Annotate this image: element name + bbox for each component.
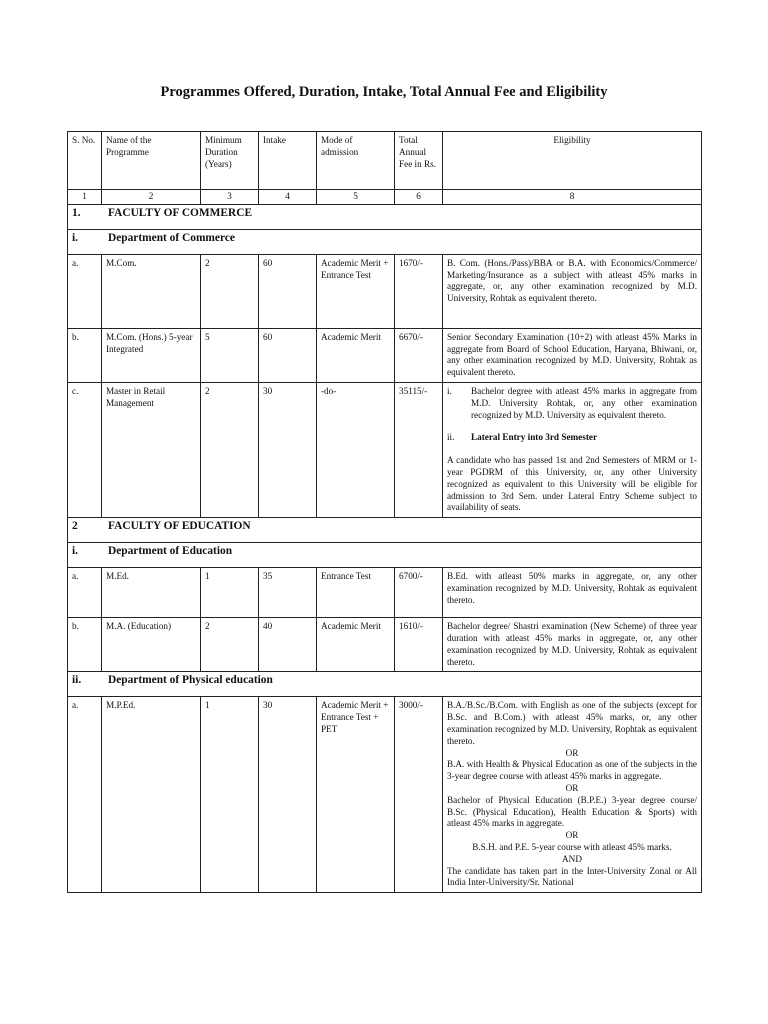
header-sno: S. No. (68, 132, 102, 190)
serial-number: c. (68, 382, 102, 517)
admission-mode: Academic Merit + Entrance Test (317, 254, 395, 328)
header-duration: Minimum Duration (Years) (201, 132, 259, 190)
header-eligibility: Eligibility (443, 132, 702, 190)
col-number: 4 (259, 190, 317, 205)
programme-name: M.P.Ed. (102, 697, 201, 893)
col-number: 3 (201, 190, 259, 205)
header-programme: Name of the Programme (102, 132, 201, 190)
or-separator: OR (565, 830, 579, 841)
faculty-name: FACULTY OF EDUCATION (108, 520, 251, 533)
header-intake: Intake (259, 132, 317, 190)
department-name: Department of Education (108, 545, 233, 558)
intake: 35 (259, 568, 317, 618)
duration: 1 (201, 697, 259, 893)
col-number: 1 (68, 190, 102, 205)
eligibility-option: Bachelor of Physical Education (B.P.E.) 3-year degree course/ B.Sc. (Physical Education), Health Education & Sports) with atleast 45% marks in aggregate. (447, 794, 697, 829)
header-row (68, 132, 702, 190)
table-row (68, 254, 702, 328)
header-fee: Total Annual Fee in Rs. (395, 132, 443, 190)
intake: 30 (259, 382, 317, 517)
page-title: Programmes Offered, Duration, Intake, Total Annual Fee and Eligibility (160, 84, 608, 100)
programmes-table (67, 131, 702, 893)
department-row (68, 672, 702, 697)
table-row (68, 618, 702, 672)
eligibility (443, 382, 702, 517)
eligibility-condition: The candidate has taken part in the Inter-University Zonal or All India Inter-University/Sr. National (447, 865, 697, 888)
admission-mode: Academic Merit (317, 618, 395, 672)
serial-number: a. (68, 697, 102, 893)
admission-mode: Academic Merit (317, 328, 395, 382)
department-name: Department of Physical education (108, 674, 273, 687)
duration: 1 (201, 568, 259, 618)
annual-fee: 6700/- (395, 568, 443, 618)
programme-name: M.Com. (102, 254, 201, 328)
eligibility: Senior Secondary Examination (10+2) with atleast 45% Marks in aggregate from Board of School Education, Haryana, Bhiwani, or, any other examination recognized by M.D. University, Rohtak as equivalent thereto. (443, 328, 702, 382)
faculty-heading (68, 204, 702, 229)
header-mode: Mode of admission (317, 132, 395, 190)
intake: 60 (259, 254, 317, 328)
admission-mode: Entrance Test (317, 568, 395, 618)
col-number: 8 (443, 190, 702, 205)
eligibility-option: B.S.H. and P.E. 5-year course with atleast 45% marks. (472, 841, 672, 852)
faculty-name: FACULTY OF COMMERCE (108, 206, 253, 219)
admission-mode: -do- (317, 382, 395, 517)
duration: 2 (201, 382, 259, 517)
department-number: i. (72, 231, 79, 244)
lateral-entry-text: A candidate who has passed 1st and 2nd Semesters of MRM or 1-year PGDRM of this University, or, any other University recognized as equivalent to this University will be eligible for admission to 3rd Sem. under Lateral Entry Scheme subject to availability of seats. (447, 455, 697, 513)
department-number: ii. (72, 674, 82, 687)
table-row (68, 382, 702, 517)
admission-mode: Academic Merit + Entrance Test + PET (317, 697, 395, 893)
table-row (68, 328, 702, 382)
col-number: 2 (102, 190, 201, 205)
faculty-heading (68, 518, 702, 543)
programme-name: M.Com. (Hons.) 5-year Integrated (102, 328, 201, 382)
table-row (68, 697, 702, 893)
lateral-entry-heading: Lateral Entry into 3rd Semester (471, 432, 598, 443)
duration: 2 (201, 618, 259, 672)
serial-number: b. (68, 328, 102, 382)
department-row (68, 543, 702, 568)
faculty-row (68, 204, 702, 229)
department-row (68, 229, 702, 254)
item-text: Bachelor degree with atleast 45% marks in aggregate from M.D. University Rohtak, or, any other examination recognized by M.D. University as equivalent thereto. (471, 385, 697, 420)
serial-number: a. (68, 568, 102, 618)
eligibility-item (447, 386, 697, 421)
col-number: 6 (395, 190, 443, 205)
duration: 5 (201, 328, 259, 382)
annual-fee: 3000/- (395, 697, 443, 893)
eligibility (443, 697, 702, 893)
intake: 60 (259, 328, 317, 382)
annual-fee: 35115/- (395, 382, 443, 517)
col-number: 5 (317, 190, 395, 205)
serial-number: a. (68, 254, 102, 328)
column-number-row (68, 190, 702, 205)
faculty-number: 1. (72, 206, 81, 219)
department-heading (68, 229, 702, 254)
eligibility-option: B.A./B.Sc./B.Com. with English as one of the subjects (except for B.Sc. and B.Com.) with atleast 45% marks, or, any other examination recognized by M.D. University, Rophtak as equivalent thereto. (447, 700, 697, 746)
annual-fee: 1610/- (395, 618, 443, 672)
or-separator: OR (565, 747, 579, 758)
eligibility: Bachelor degree/ Shastri examination (New Scheme) of three year duration with atleast 45% marks in aggregate, or, any other examination recognized by M.D. University, Rohtak as equivalent thereto. (443, 618, 702, 672)
faculty-row (68, 518, 702, 543)
annual-fee: 6670/- (395, 328, 443, 382)
item-number: i. (447, 385, 452, 396)
programme-name: Master in Retail Management (102, 382, 201, 517)
eligibility: B. Com. (Hons./Pass)/BBA or B.A. with Economics/Commerce/ Marketing/Insurance as a subject with atleast 45% marks in aggregate, or, any other examination recognized by M.D. University, Rohtak as equivalent thereto. (443, 254, 702, 328)
annual-fee: 1670/- (395, 254, 443, 328)
or-separator: OR (565, 782, 579, 793)
and-separator: AND (562, 853, 582, 864)
programme-name: M.Ed. (102, 568, 201, 618)
department-heading (68, 672, 702, 697)
intake: 40 (259, 618, 317, 672)
programme-name: M.A. (Education) (102, 618, 201, 672)
intake: 30 (259, 697, 317, 893)
eligibility: B.Ed. with atleast 50% marks in aggregate, or, any other examination recognized by M.D. University, Rohtak as equivalent thereto. (443, 568, 702, 618)
department-name: Department of Commerce (108, 231, 235, 244)
faculty-number: 2 (72, 520, 78, 533)
eligibility-item (447, 432, 697, 444)
department-heading (68, 543, 702, 568)
department-number: i. (72, 545, 79, 558)
eligibility-option: B.A. with Health & Physical Education as one of the subjects in the 3-year degree course with atleast 45% marks in aggregate. (447, 759, 697, 782)
table-row (68, 568, 702, 618)
serial-number: b. (68, 618, 102, 672)
duration: 2 (201, 254, 259, 328)
item-number: ii. (447, 432, 455, 443)
